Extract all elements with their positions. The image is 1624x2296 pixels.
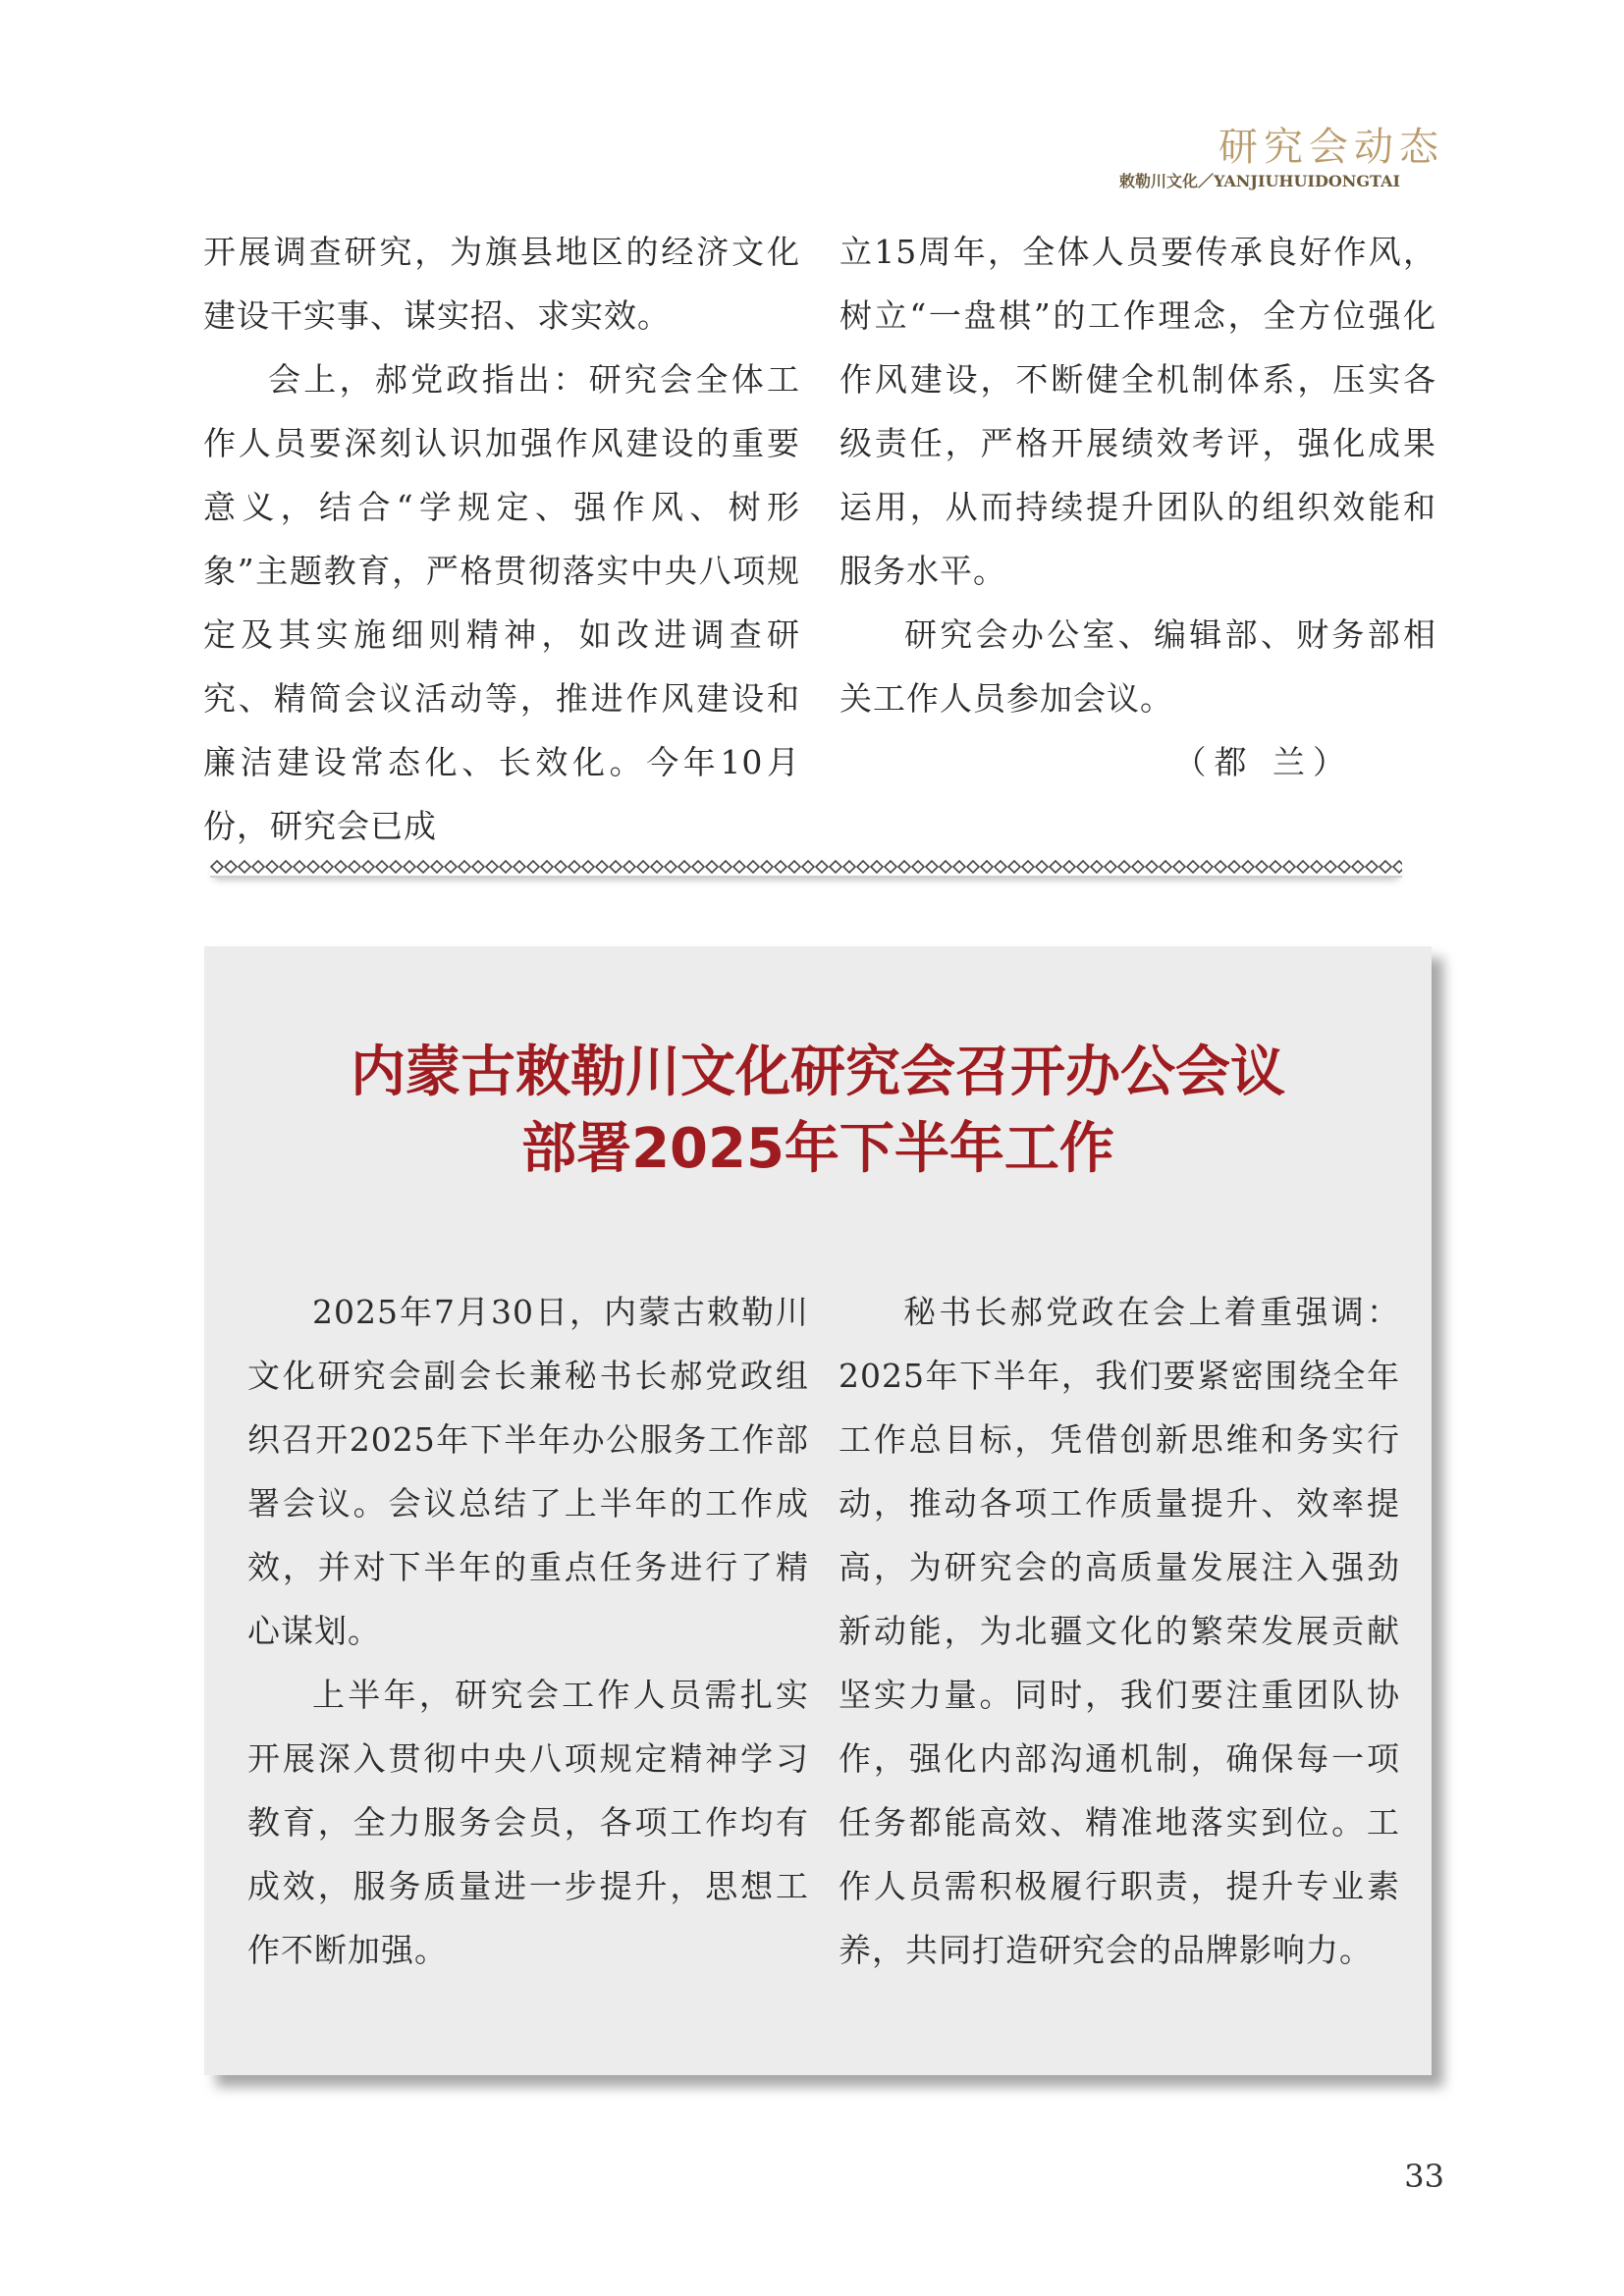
diamond-divider bbox=[210, 858, 1402, 878]
section-subtitle: 敕勒川文化／YANJIUHUIDONGTAI bbox=[1118, 172, 1400, 190]
article2-paragraph: 上半年，研究会工作人员需扎实开展深入贯彻中央八项规定精神学习教育，全力服务会员，各项工作均有成效，服务质量进一步提升，思想工作不断加强。 bbox=[247, 1676, 809, 1969]
article2-column-right bbox=[839, 1280, 1400, 1982]
article1-byline: （都 兰） bbox=[1173, 743, 1353, 781]
page-number: 33 bbox=[1404, 2158, 1444, 2195]
article2-paragraph: 秘书长郝党政在会上着重强调：2025年下半年，我们要紧密围绕全年工作总目标，凭借创新思维和务实行动，推动各项工作质量提升、效率提高，为研究会的高质量发展注入强劲新动能，为北疆文化的繁荣发展贡献坚实力量。同时，我们要注重团队协作，强化内部沟通机制，确保每一项任务都能高效、精准地落实到位。工作人员需积极履行职责，提升专业素养，共同打造研究会的品牌影响力。 bbox=[839, 1293, 1400, 1969]
article2-column-left bbox=[247, 1280, 809, 1982]
article2-card bbox=[204, 946, 1432, 2075]
diamond-pattern bbox=[210, 858, 1402, 876]
article1-column-right bbox=[839, 220, 1436, 794]
article1-paragraph: 会上，郝党政指出：研究会全体工作人员要深刻认识加强作风建设的重要意义，结合“学规定、强作风、树形象”主题教育，严格贯彻落实中央八项规定及其实施细则精神，如改进调查研究、精简会议活动等，推进作风建设和廉洁建设常态化、长效化。今年10月份，研究会已成 bbox=[203, 360, 800, 845]
article2-paragraph: 2025年7月30日，内蒙古敕勒川文化研究会副会长兼秘书长郝党政组织召开2025年下半年办公服务工作部署会议。会议总结了上半年的工作成效，并对下半年的重点任务进行了精心谋划。 bbox=[247, 1293, 809, 1650]
article2-headline bbox=[204, 1035, 1432, 1188]
section-title: 研究会动态 bbox=[1218, 125, 1444, 170]
headline-line-2: 部署2025年下半年工作 bbox=[521, 1117, 1114, 1181]
headline-line-1: 内蒙古敕勒川文化研究会召开办公会议 bbox=[351, 1041, 1285, 1104]
article1-paragraph: 开展调查研究，为旗县地区的经济文化建设干实事、谋实招、求实效。 bbox=[203, 233, 800, 335]
article1-paragraph: 立15周年，全体人员要传承良好作风，树立“一盘棋”的工作理念，全方位强化作风建设，不断健全机制体系，压实各级责任，严格开展绩效考评，强化成果运用，从而持续提升团队的组织效能和服务水平。 bbox=[839, 233, 1436, 590]
article1-column-left bbox=[203, 220, 800, 858]
article1-paragraph: 研究会办公室、编辑部、财务部相关工作人员参加会议。 bbox=[839, 615, 1436, 718]
